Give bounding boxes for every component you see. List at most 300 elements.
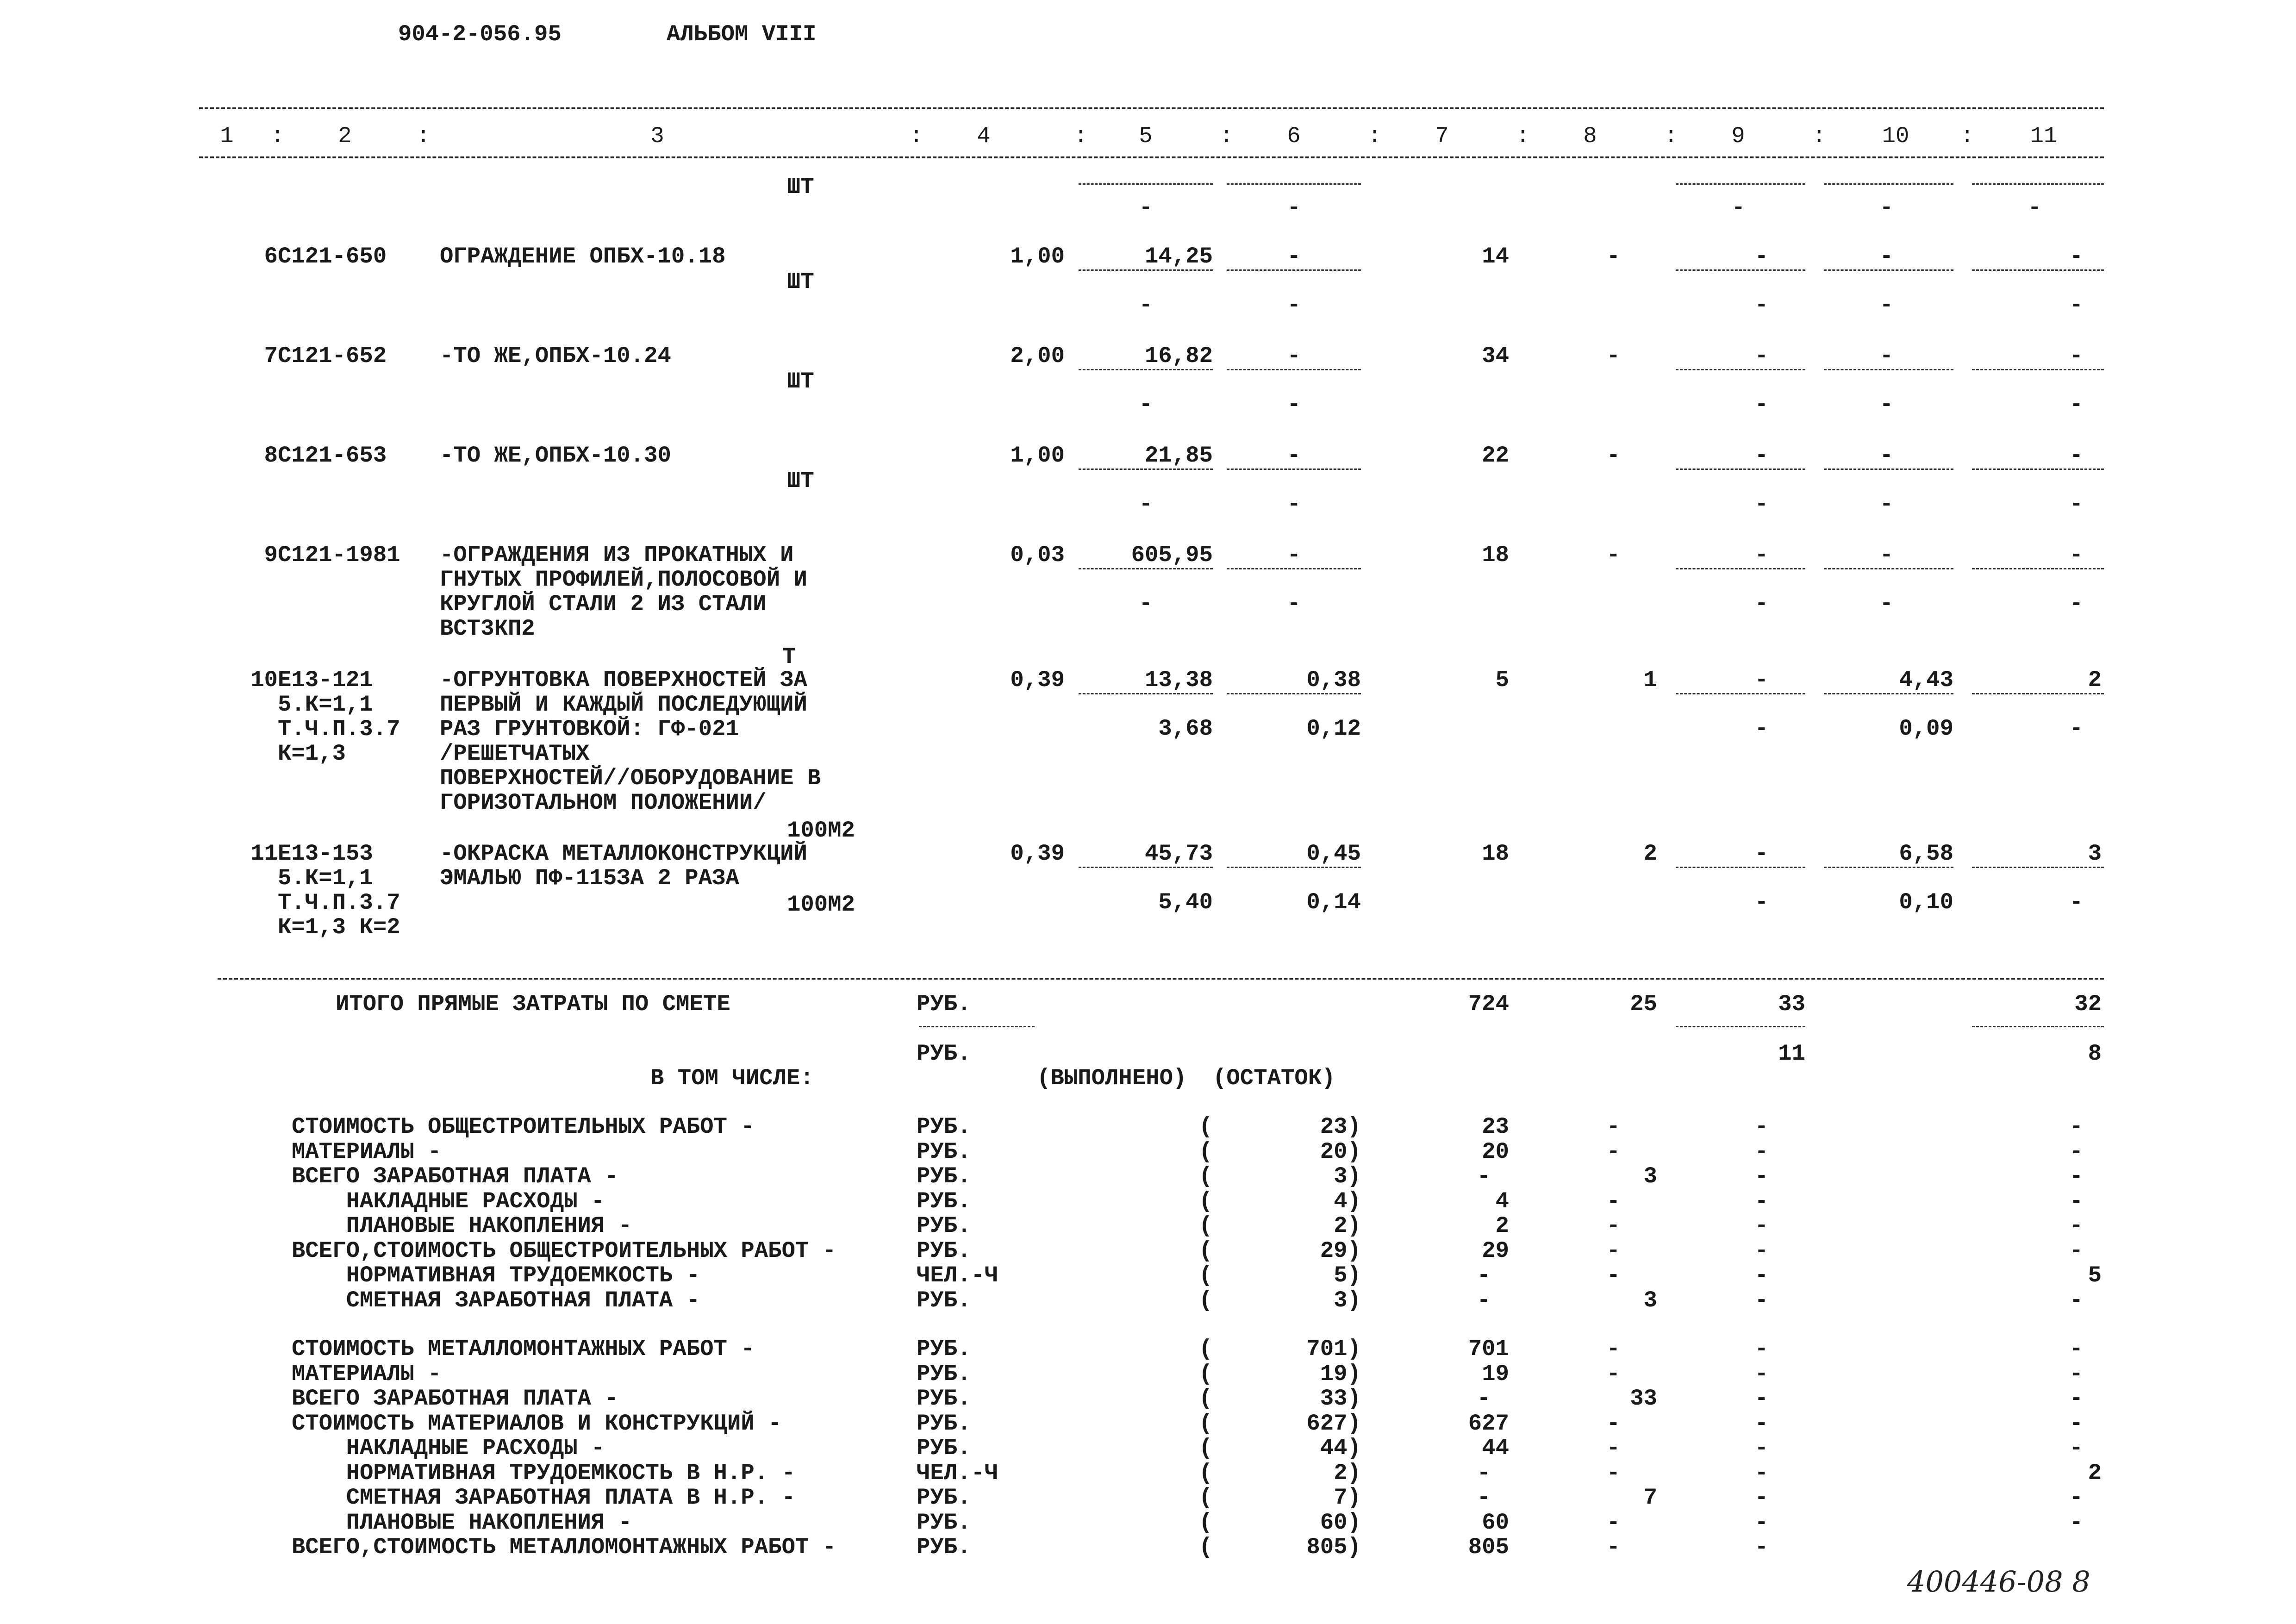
column-number: 9 bbox=[1731, 123, 1745, 149]
breakdown-value: 60) bbox=[1320, 1509, 1361, 1536]
rule-line bbox=[1972, 369, 2104, 370]
breakdown-label: СТОИМОСТЬ ОБЩЕСТРОИТЕЛЬНЫХ РАБОТ - bbox=[292, 1114, 755, 1140]
unit-label: ШТ bbox=[787, 369, 814, 394]
breakdown-col11: - bbox=[2069, 1188, 2083, 1214]
breakdown-col9: - bbox=[1754, 1336, 1768, 1362]
rule-line bbox=[1972, 568, 2104, 569]
breakdown-col9: - bbox=[1754, 1460, 1768, 1486]
row-number: 6 bbox=[264, 244, 278, 269]
row-cost: 13,38 bbox=[1144, 667, 1213, 693]
row-cost-sub: - bbox=[1139, 392, 1153, 418]
row-col9-sub: - bbox=[1754, 292, 1768, 318]
breakdown-col11: - bbox=[2069, 1410, 2083, 1437]
rule-line bbox=[1227, 867, 1361, 868]
row-code: С121-650 bbox=[278, 244, 387, 269]
done-label: (ВЫПОЛНЕНО) bbox=[1037, 1065, 1187, 1091]
paren: ( bbox=[1199, 1460, 1213, 1486]
breakdown-value: 2) bbox=[1334, 1460, 1361, 1486]
rule-line bbox=[1824, 183, 1953, 185]
carry-cell: - bbox=[2028, 195, 2041, 221]
column-separator: : bbox=[1074, 123, 1088, 149]
row-cost: 16,82 bbox=[1144, 343, 1213, 369]
breakdown-label: МАТЕРИАЛЫ - bbox=[292, 1361, 442, 1387]
row-total-salary: - bbox=[1606, 443, 1620, 468]
rule-line bbox=[1972, 269, 2104, 271]
row-quantity: 0,03 bbox=[1010, 542, 1065, 568]
breakdown-label: СТОИМОСТЬ МЕТАЛЛОМОНТАЖНЫХ РАБОТ - bbox=[292, 1336, 755, 1362]
row-col10-sub: - bbox=[1879, 292, 1893, 318]
row-col10: - bbox=[1879, 443, 1893, 468]
breakdown-label: ВСЕГО ЗАРАБОТНАЯ ПЛАТА - bbox=[292, 1386, 618, 1412]
breakdown-col9: - bbox=[1754, 1386, 1768, 1412]
row-quantity: 1,00 bbox=[1010, 443, 1065, 468]
row-name: -ТО ЖЕ,ОПБХ-10.30 bbox=[440, 443, 671, 468]
row-name: ГНУТЫХ ПРОФИЛЕЙ,ПОЛОСОВОЙ И bbox=[440, 567, 807, 593]
breakdown-label: СМЕТНАЯ ЗАРАБОТНАЯ ПЛАТА - bbox=[292, 1287, 700, 1313]
rule-line bbox=[1676, 468, 1805, 470]
paren: ( bbox=[1199, 1262, 1213, 1288]
rule-line bbox=[218, 978, 2104, 980]
column-number: 10 bbox=[1882, 123, 1909, 149]
rule-line bbox=[1972, 693, 2104, 694]
breakdown-unit: РУБ. bbox=[917, 1237, 971, 1264]
row-col9-sub: - bbox=[1754, 491, 1768, 517]
breakdown-col7: 23 bbox=[1482, 1114, 1509, 1140]
unit-label: ШТ bbox=[787, 174, 814, 200]
row-total: 34 bbox=[1482, 343, 1509, 369]
breakdown-unit: РУБ. bbox=[917, 1213, 971, 1239]
row-total: 22 bbox=[1482, 443, 1509, 468]
breakdown-col8: - bbox=[1606, 1138, 1620, 1165]
breakdown-value: 3) bbox=[1334, 1163, 1361, 1189]
rule-line bbox=[1824, 693, 1953, 694]
row-col10-sub: - bbox=[1879, 491, 1893, 517]
row-col11: - bbox=[2069, 542, 2083, 568]
paren: ( bbox=[1199, 1287, 1213, 1313]
breakdown-col11: - bbox=[2069, 1336, 2083, 1362]
row-col11-sub: - bbox=[2069, 889, 2083, 915]
row-name: -ОКРАСКА МЕТАЛЛОКОНСТРУКЦИЙ bbox=[440, 841, 807, 867]
breakdown-col11: - bbox=[2069, 1485, 2083, 1511]
row-salary-sub: 0,14 bbox=[1306, 889, 1361, 915]
rule-line bbox=[1227, 468, 1361, 470]
row-name: ОГРАЖДЕНИЕ ОПБХ-10.18 bbox=[440, 244, 726, 269]
breakdown-col7: 4 bbox=[1495, 1188, 1509, 1214]
row-col9-sub: - bbox=[1754, 591, 1768, 617]
row-col10: - bbox=[1879, 542, 1893, 568]
unit-label: ШТ bbox=[787, 269, 814, 295]
total-col8: 25 bbox=[1630, 991, 1657, 1017]
total-unit: РУБ. bbox=[917, 991, 971, 1017]
breakdown-value: 33) bbox=[1320, 1386, 1361, 1412]
row-col10: 4,43 bbox=[1899, 667, 1953, 693]
carry-cell: - bbox=[1287, 195, 1301, 221]
column-separator: : bbox=[1220, 123, 1234, 149]
breakdown-value: 23) bbox=[1320, 1114, 1361, 1140]
breakdown-col7: - bbox=[1477, 1485, 1491, 1511]
column-separator: : bbox=[1368, 123, 1382, 149]
unit-label: ШТ bbox=[787, 468, 814, 494]
breakdown-unit: РУБ. bbox=[917, 1435, 971, 1461]
row-col10: 6,58 bbox=[1899, 841, 1953, 867]
paren: ( bbox=[1199, 1336, 1213, 1362]
breakdown-unit: РУБ. bbox=[917, 1509, 971, 1536]
row-cost-sub: - bbox=[1139, 591, 1153, 617]
breakdown-col7: - bbox=[1477, 1460, 1491, 1486]
column-separator: : bbox=[271, 123, 285, 149]
breakdown-col7: 19 bbox=[1482, 1361, 1509, 1387]
row-col9: - bbox=[1754, 667, 1768, 693]
breakdown-col9: - bbox=[1754, 1237, 1768, 1264]
handwritten-stamp: 400446-08 8 bbox=[1907, 1565, 2090, 1599]
total-unit-2: РУБ. bbox=[917, 1041, 971, 1067]
breakdown-col7: 44 bbox=[1482, 1435, 1509, 1461]
breakdown-unit: РУБ. bbox=[917, 1361, 971, 1387]
breakdown-col9: - bbox=[1754, 1361, 1768, 1387]
column-number: 1 bbox=[220, 123, 234, 149]
breakdown-col7: 805 bbox=[1468, 1534, 1509, 1560]
column-separator: : bbox=[1664, 123, 1678, 149]
row-quantity: 1,00 bbox=[1010, 244, 1065, 269]
rule-line bbox=[1079, 369, 1213, 370]
row-total-salary: - bbox=[1606, 343, 1620, 369]
column-number: 6 bbox=[1287, 123, 1301, 149]
row-number: 10 bbox=[250, 667, 278, 693]
rule-line bbox=[1972, 1026, 2104, 1027]
rule-line bbox=[1676, 1026, 1805, 1027]
row-number: 7 bbox=[264, 343, 278, 369]
row-cost: 14,25 bbox=[1144, 244, 1213, 269]
paren: ( bbox=[1199, 1485, 1213, 1511]
row-cost-sub: - bbox=[1139, 491, 1153, 517]
album-label: АЛЬБОМ VIII bbox=[667, 21, 817, 47]
breakdown-col8: - bbox=[1606, 1534, 1620, 1560]
row-col11: - bbox=[2069, 343, 2083, 369]
breakdown-label: МАТЕРИАЛЫ - bbox=[292, 1138, 442, 1165]
breakdown-col8: 3 bbox=[1643, 1287, 1657, 1313]
row-col11-sub: - bbox=[2069, 716, 2083, 742]
row-salary: - bbox=[1287, 343, 1301, 369]
row-number: 11 bbox=[250, 841, 278, 867]
rule-line bbox=[1079, 693, 1213, 694]
column-number: 4 bbox=[977, 123, 991, 149]
breakdown-col8: - bbox=[1606, 1460, 1620, 1486]
paren: ( bbox=[1199, 1386, 1213, 1412]
breakdown-unit: РУБ. bbox=[917, 1138, 971, 1165]
row-name: /РЕШЕТЧАТЫХ bbox=[440, 741, 590, 767]
rule-line bbox=[199, 107, 2104, 109]
rule-line bbox=[1972, 468, 2104, 470]
breakdown-value: 2) bbox=[1334, 1213, 1361, 1239]
rule-line bbox=[1676, 269, 1805, 271]
row-code: Т.Ч.П.3.7 bbox=[278, 716, 400, 742]
breakdown-value: 5) bbox=[1334, 1262, 1361, 1288]
rule-line bbox=[1676, 693, 1805, 694]
row-total: 14 bbox=[1482, 244, 1509, 269]
rule-line bbox=[1824, 369, 1953, 370]
rule-line bbox=[1676, 568, 1805, 569]
breakdown-col9: - bbox=[1754, 1287, 1768, 1313]
breakdown-unit: РУБ. bbox=[917, 1336, 971, 1362]
row-total: 18 bbox=[1482, 841, 1509, 867]
total-col9: 33 bbox=[1778, 991, 1805, 1017]
row-cost: 21,85 bbox=[1144, 443, 1213, 468]
rule-line bbox=[1079, 568, 1213, 569]
unit-label: 100М2 bbox=[787, 892, 855, 918]
row-col9: - bbox=[1754, 841, 1768, 867]
row-total: 5 bbox=[1495, 667, 1509, 693]
breakdown-value: 4) bbox=[1334, 1188, 1361, 1214]
rule-line bbox=[1972, 183, 2104, 185]
row-col11-sub: - bbox=[2069, 491, 2083, 517]
row-col9: - bbox=[1754, 542, 1768, 568]
row-salary: - bbox=[1287, 542, 1301, 568]
breakdown-value: 3) bbox=[1334, 1287, 1361, 1313]
rule-line bbox=[1079, 867, 1213, 868]
breakdown-col9: - bbox=[1754, 1213, 1768, 1239]
column-number: 8 bbox=[1583, 123, 1597, 149]
column-separator: : bbox=[417, 123, 430, 149]
breakdown-col8: - bbox=[1606, 1410, 1620, 1437]
total-col7: 724 bbox=[1468, 991, 1509, 1017]
breakdown-value: 805) bbox=[1306, 1534, 1361, 1560]
breakdown-col11: - bbox=[2069, 1509, 2083, 1536]
row-salary: - bbox=[1287, 244, 1301, 269]
paren: ( bbox=[1199, 1237, 1213, 1264]
breakdown-col8: - bbox=[1606, 1262, 1620, 1288]
row-col11: - bbox=[2069, 443, 2083, 468]
row-code: К=1,3 К=2 bbox=[278, 914, 400, 940]
row-code: Е13-153 bbox=[278, 841, 373, 867]
row-code: 5.К=1,1 bbox=[278, 865, 373, 891]
breakdown-value: 19) bbox=[1320, 1361, 1361, 1387]
breakdown-col8: 33 bbox=[1630, 1386, 1657, 1412]
row-code: 5.К=1,1 bbox=[278, 692, 373, 718]
breakdown-label: ВСЕГО ЗАРАБОТНАЯ ПЛАТА - bbox=[292, 1163, 618, 1189]
row-col10: - bbox=[1879, 244, 1893, 269]
breakdown-label: НАКЛАДНЫЕ РАСХОДЫ - bbox=[292, 1435, 605, 1461]
row-quantity: 0,39 bbox=[1010, 841, 1065, 867]
breakdown-col7: 29 bbox=[1482, 1237, 1509, 1264]
rule-line bbox=[1079, 183, 1213, 185]
breakdown-value: 20) bbox=[1320, 1138, 1361, 1165]
breakdown-col11: - bbox=[2069, 1114, 2083, 1140]
row-salary-sub: - bbox=[1287, 392, 1301, 418]
row-name: ПОВЕРХНОСТЕЙ//ОБОРУДОВАНИЕ В bbox=[440, 765, 821, 791]
row-total: 18 bbox=[1482, 542, 1509, 568]
breakdown-col8: 7 bbox=[1643, 1485, 1657, 1511]
row-col10: - bbox=[1879, 343, 1893, 369]
row-total-salary: 1 bbox=[1643, 667, 1657, 693]
breakdown-value: 44) bbox=[1320, 1435, 1361, 1461]
breakdown-unit: РУБ. bbox=[917, 1410, 971, 1437]
total-col11: 32 bbox=[2074, 991, 2102, 1017]
row-total-salary: - bbox=[1606, 542, 1620, 568]
row-col9-sub: - bbox=[1754, 889, 1768, 915]
breakdown-col11: - bbox=[2069, 1213, 2083, 1239]
breakdown-col9: - bbox=[1754, 1138, 1768, 1165]
breakdown-unit: РУБ. bbox=[917, 1188, 971, 1214]
rest-label: (ОСТАТОК) bbox=[1213, 1065, 1335, 1091]
row-col11-sub: - bbox=[2069, 392, 2083, 418]
rule-line bbox=[1227, 568, 1361, 569]
row-number: 9 bbox=[264, 542, 278, 568]
breakdown-unit: РУБ. bbox=[917, 1534, 971, 1560]
breakdown-col11: 2 bbox=[2088, 1460, 2102, 1486]
row-cost-sub: 3,68 bbox=[1158, 716, 1213, 742]
column-separator: : bbox=[910, 123, 923, 149]
breakdown-unit: ЧЕЛ.-Ч bbox=[917, 1262, 998, 1288]
breakdown-col11: - bbox=[2069, 1386, 2083, 1412]
paren: ( bbox=[1199, 1138, 1213, 1165]
row-cost: 605,95 bbox=[1131, 542, 1213, 568]
total-col11-2: 8 bbox=[2088, 1041, 2102, 1067]
rule-line bbox=[1824, 269, 1953, 271]
rule-line bbox=[1676, 867, 1805, 868]
breakdown-col8: - bbox=[1606, 1114, 1620, 1140]
breakdown-label: НОРМАТИВНАЯ ТРУДОЕМКОСТЬ - bbox=[292, 1262, 700, 1288]
paren: ( bbox=[1199, 1213, 1213, 1239]
column-number: 7 bbox=[1435, 123, 1449, 149]
breakdown-col7: - bbox=[1477, 1386, 1491, 1412]
rule-line bbox=[1079, 269, 1213, 271]
breakdown-col7: - bbox=[1477, 1262, 1491, 1288]
column-number: 5 bbox=[1139, 123, 1153, 149]
row-total-salary: 2 bbox=[1643, 841, 1657, 867]
carry-cell: - bbox=[1731, 195, 1745, 221]
rule-line bbox=[1972, 867, 2104, 868]
rule-line bbox=[1676, 183, 1805, 185]
row-name: ГОРИЗОТАЛЬНОМ ПОЛОЖЕНИИ/ bbox=[440, 790, 767, 816]
including-label: В ТОМ ЧИСЛЕ: bbox=[650, 1065, 814, 1091]
row-col11-sub: - bbox=[2069, 591, 2083, 617]
rule-line bbox=[199, 156, 2104, 158]
breakdown-col9: - bbox=[1754, 1534, 1768, 1560]
breakdown-label: НОРМАТИВНАЯ ТРУДОЕМКОСТЬ В Н.Р. - bbox=[292, 1460, 795, 1486]
column-separator: : bbox=[1516, 123, 1530, 149]
breakdown-col9: - bbox=[1754, 1435, 1768, 1461]
breakdown-label: ПЛАНОВЫЕ НАКОПЛЕНИЯ - bbox=[292, 1213, 632, 1239]
paren: ( bbox=[1199, 1410, 1213, 1437]
row-salary: - bbox=[1287, 443, 1301, 468]
row-col9-sub: - bbox=[1754, 392, 1768, 418]
breakdown-col8: - bbox=[1606, 1237, 1620, 1264]
breakdown-col9: - bbox=[1754, 1485, 1768, 1511]
row-col11: - bbox=[2069, 244, 2083, 269]
rule-line bbox=[1227, 369, 1361, 370]
row-name: -ТО ЖЕ,ОПБХ-10.24 bbox=[440, 343, 671, 369]
paren: ( bbox=[1199, 1114, 1213, 1140]
row-name: -ОГРУНТОВКА ПОВЕРХНОСТЕЙ ЗА bbox=[440, 667, 807, 693]
rule-line bbox=[1824, 568, 1953, 569]
rule-line bbox=[1079, 468, 1213, 470]
breakdown-col9: - bbox=[1754, 1163, 1768, 1189]
row-col10-sub: - bbox=[1879, 392, 1893, 418]
row-col9: - bbox=[1754, 443, 1768, 468]
row-col9: - bbox=[1754, 244, 1768, 269]
row-salary: 0,38 bbox=[1306, 667, 1361, 693]
row-col11-sub: - bbox=[2069, 292, 2083, 318]
breakdown-col7: 60 bbox=[1482, 1509, 1509, 1536]
breakdown-col8: - bbox=[1606, 1213, 1620, 1239]
paren: ( bbox=[1199, 1361, 1213, 1387]
breakdown-col8: - bbox=[1606, 1435, 1620, 1461]
breakdown-col7: 627 bbox=[1468, 1410, 1509, 1437]
row-col11: 3 bbox=[2088, 841, 2102, 867]
row-salary-sub: - bbox=[1287, 292, 1301, 318]
breakdown-value: 29) bbox=[1320, 1237, 1361, 1264]
rule-line bbox=[919, 1026, 1035, 1027]
breakdown-unit: РУБ. bbox=[917, 1386, 971, 1412]
breakdown-col7: 701 bbox=[1468, 1336, 1509, 1362]
breakdown-col11: 5 bbox=[2088, 1262, 2102, 1288]
row-col10-sub: - bbox=[1879, 591, 1893, 617]
row-salary-sub: 0,12 bbox=[1306, 716, 1361, 742]
breakdown-col9: - bbox=[1754, 1262, 1768, 1288]
column-number: 3 bbox=[650, 123, 664, 149]
breakdown-col11: - bbox=[2069, 1361, 2083, 1387]
breakdown-col8: - bbox=[1606, 1509, 1620, 1536]
breakdown-col7: 2 bbox=[1495, 1213, 1509, 1239]
breakdown-unit: РУБ. bbox=[917, 1485, 971, 1511]
document-code: 904-2-056.95 bbox=[398, 21, 562, 47]
breakdown-label: СМЕТНАЯ ЗАРАБОТНАЯ ПЛАТА В Н.Р. - bbox=[292, 1485, 795, 1511]
paren: ( bbox=[1199, 1534, 1213, 1560]
row-code: К=1,3 bbox=[278, 741, 346, 767]
unit-label: Т bbox=[782, 644, 796, 670]
total-label: ИТОГО ПРЯМЫЕ ЗАТРАТЫ ПО СМЕТЕ bbox=[336, 991, 730, 1017]
row-col9: - bbox=[1754, 343, 1768, 369]
row-code: С121-1981 bbox=[278, 542, 400, 568]
breakdown-label: НАКЛАДНЫЕ РАСХОДЫ - bbox=[292, 1188, 605, 1214]
breakdown-col8: - bbox=[1606, 1361, 1620, 1387]
paren: ( bbox=[1199, 1435, 1213, 1461]
breakdown-col9: - bbox=[1754, 1188, 1768, 1214]
breakdown-col11: - bbox=[2069, 1287, 2083, 1313]
row-name: РАЗ ГРУНТОВКОЙ: ГФ-021 bbox=[440, 716, 739, 742]
row-cost-sub: 5,40 bbox=[1158, 889, 1213, 915]
breakdown-value: 627) bbox=[1306, 1410, 1361, 1437]
column-separator: : bbox=[1812, 123, 1826, 149]
rule-line bbox=[1227, 183, 1361, 185]
breakdown-col11: - bbox=[2069, 1435, 2083, 1461]
breakdown-col9: - bbox=[1754, 1114, 1768, 1140]
row-number: 8 bbox=[264, 443, 278, 468]
row-salary-sub: - bbox=[1287, 591, 1301, 617]
breakdown-col8: 3 bbox=[1643, 1163, 1657, 1189]
row-code: Т.Ч.П.3.7 bbox=[278, 890, 400, 916]
rule-line bbox=[1676, 369, 1805, 370]
row-cost: 45,73 bbox=[1144, 841, 1213, 867]
row-salary-sub: - bbox=[1287, 491, 1301, 517]
carry-cell: - bbox=[1879, 195, 1893, 221]
breakdown-unit: РУБ. bbox=[917, 1114, 971, 1140]
breakdown-label: ВСЕГО,СТОИМОСТЬ МЕТАЛЛОМОНТАЖНЫХ РАБОТ - bbox=[292, 1534, 836, 1560]
breakdown-label: ПЛАНОВЫЕ НАКОПЛЕНИЯ - bbox=[292, 1509, 632, 1536]
row-name: ВСТ3КП2 bbox=[440, 616, 535, 642]
paren: ( bbox=[1199, 1188, 1213, 1214]
rule-line bbox=[1227, 693, 1361, 694]
column-number: 11 bbox=[2030, 123, 2058, 149]
paren: ( bbox=[1199, 1163, 1213, 1189]
row-code: С121-653 bbox=[278, 443, 387, 468]
column-separator: : bbox=[1960, 123, 1974, 149]
row-salary: 0,45 bbox=[1306, 841, 1361, 867]
row-name: -ОГРАЖДЕНИЯ ИЗ ПРОКАТНЫХ И bbox=[440, 542, 794, 568]
breakdown-col11: - bbox=[2069, 1163, 2083, 1189]
paren: ( bbox=[1199, 1509, 1213, 1536]
breakdown-unit: РУБ. bbox=[917, 1163, 971, 1189]
